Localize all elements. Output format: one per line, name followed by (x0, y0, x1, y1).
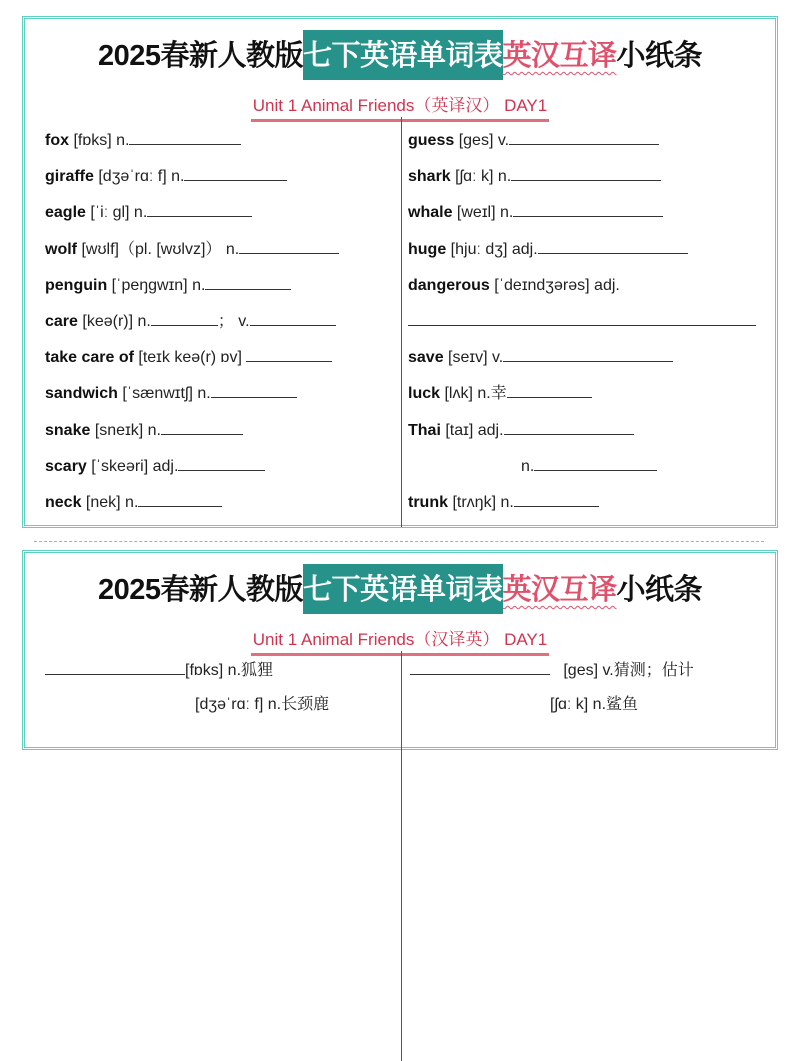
word-row: [ʃɑː k] n.鲨鱼 (550, 696, 639, 713)
word-row (45, 376, 405, 412)
answer-blank[interactable] (408, 312, 756, 326)
word-row (408, 413, 768, 449)
phonetic-pos: [ges] v. (454, 132, 510, 149)
card-title: 2025春新人教版七下英语单词表英汉互译小纸条 (25, 567, 775, 608)
answer-blank[interactable] (503, 348, 673, 362)
phonetic-pos: [ˈiː gl] n. (85, 204, 148, 222)
english-word: guess (408, 132, 455, 149)
phonetic-pos: [hjuː dʒ] adj. (446, 240, 538, 258)
answer-blank[interactable] (538, 240, 688, 254)
phonetic-pos: [ˈsænwɪtʃ] n. (117, 385, 211, 403)
word-row (408, 449, 768, 485)
english-word: wolf (45, 240, 77, 258)
answer-blank[interactable] (514, 493, 599, 507)
english-word: save (408, 349, 444, 367)
answer-blank[interactable] (511, 167, 661, 181)
answer-blank[interactable] (509, 131, 659, 145)
answer-blank[interactable] (250, 312, 336, 326)
english-word: whale (408, 204, 453, 222)
english-word: luck (408, 385, 441, 403)
right-word-list (408, 123, 768, 521)
vocab-card-en-to-zh (22, 16, 778, 528)
word-row (408, 376, 768, 412)
column-divider (401, 651, 402, 1061)
left-word-list (45, 123, 405, 521)
phonetic-pos: [ˈdeɪndʒərəs] adj. (489, 276, 620, 294)
english-word: neck (45, 493, 82, 511)
word-row (45, 159, 405, 195)
phonetic-pos: [teɪk keə(r) ɒv] (133, 349, 247, 367)
word-row (408, 123, 768, 159)
word-row (45, 485, 405, 521)
answer-blank[interactable] (205, 276, 291, 290)
english-word: Thai (408, 421, 441, 439)
word-row (45, 340, 405, 376)
answer-blank[interactable] (129, 131, 241, 145)
word-row: [fɒks] n.狐狸 (45, 657, 273, 680)
answer-blank[interactable] (504, 421, 634, 435)
word-row (45, 195, 405, 231)
word-row (45, 232, 405, 268)
answer-blank[interactable] (138, 493, 222, 507)
english-word: giraffe (45, 168, 94, 186)
answer-blank[interactable] (151, 312, 218, 326)
answer-blank[interactable] (507, 384, 592, 398)
word-row (408, 268, 768, 304)
answer-blank[interactable] (410, 661, 550, 675)
english-word: fox (45, 132, 69, 149)
word-row (45, 304, 405, 340)
word-row: [dʒəˈrɑː f] n.长颈鹿 (195, 696, 330, 713)
phonetic-pos: [taɪ] adj. (440, 421, 504, 439)
answer-blank[interactable] (211, 384, 297, 398)
answer-blank[interactable] (513, 203, 663, 217)
phonetic-pos: [wʊlf]（pl. [wʊlvz]） n. (77, 240, 240, 258)
phonetic-pos: n. (521, 457, 535, 475)
phonetic-pos: [sneɪk] n. (90, 421, 161, 439)
vocab-card-zh-to-en (22, 550, 778, 750)
phonetic-pos: [seɪv] v. (443, 349, 504, 367)
word-row (408, 159, 768, 195)
phonetic-pos: [weɪl] n. (452, 204, 514, 222)
word-row (408, 340, 768, 376)
word-row: [ges] v.猜测；估计 (410, 657, 694, 680)
english-word: dangerous (408, 276, 490, 294)
english-word: huge (408, 240, 447, 258)
answer-blank[interactable] (184, 167, 287, 181)
phonetic-pos: [keə(r)] n. (77, 312, 151, 330)
word-row (45, 268, 405, 304)
word-row (408, 195, 768, 231)
card-subtitle: Unit 1 Animal Friends（英译汉） DAY1 (25, 91, 775, 122)
word-row (45, 449, 405, 485)
english-word: penguin (45, 276, 108, 294)
answer-blank[interactable] (45, 661, 185, 675)
english-word: take care of (45, 349, 134, 367)
answer-blank[interactable] (246, 348, 332, 362)
english-word: trunk (408, 493, 448, 511)
english-word: shark (408, 168, 451, 186)
word-row (45, 413, 405, 449)
answer-blank[interactable] (239, 240, 339, 254)
word-row (45, 123, 405, 159)
english-word: care (45, 312, 78, 330)
card-subtitle: Unit 1 Animal Friends（汉译英） DAY1 (25, 625, 775, 656)
phonetic-pos: [fɒks] n. (69, 132, 130, 149)
phonetic-pos: [ʃɑː k] n. (450, 168, 512, 186)
answer-blank[interactable] (147, 203, 252, 217)
phonetic-pos: [ˈskeəri] adj. (86, 457, 179, 475)
answer-blank[interactable] (534, 457, 657, 471)
phonetic-pos: [ˈpeŋgwɪn] n. (107, 276, 206, 294)
english-word: snake (45, 421, 91, 439)
phonetic-pos: [nek] n. (81, 493, 139, 511)
phonetic-pos: [trʌŋk] n. (448, 493, 514, 511)
word-row (408, 232, 768, 268)
word-row (408, 304, 768, 340)
english-word: scary (45, 457, 87, 475)
answer-blank[interactable] (161, 421, 243, 435)
extra-pos: ； v. (217, 312, 250, 330)
phonetic-pos: [lʌk] n.幸 (440, 385, 507, 403)
phonetic-pos: [dʒəˈrɑː f] n. (93, 168, 185, 186)
cut-line (34, 541, 764, 542)
word-row (408, 485, 768, 521)
answer-blank[interactable] (178, 457, 265, 471)
card-title: 2025春新人教版七下英语单词表英汉互译小纸条 (25, 33, 775, 74)
english-word: sandwich (45, 385, 118, 403)
english-word: eagle (45, 204, 86, 222)
